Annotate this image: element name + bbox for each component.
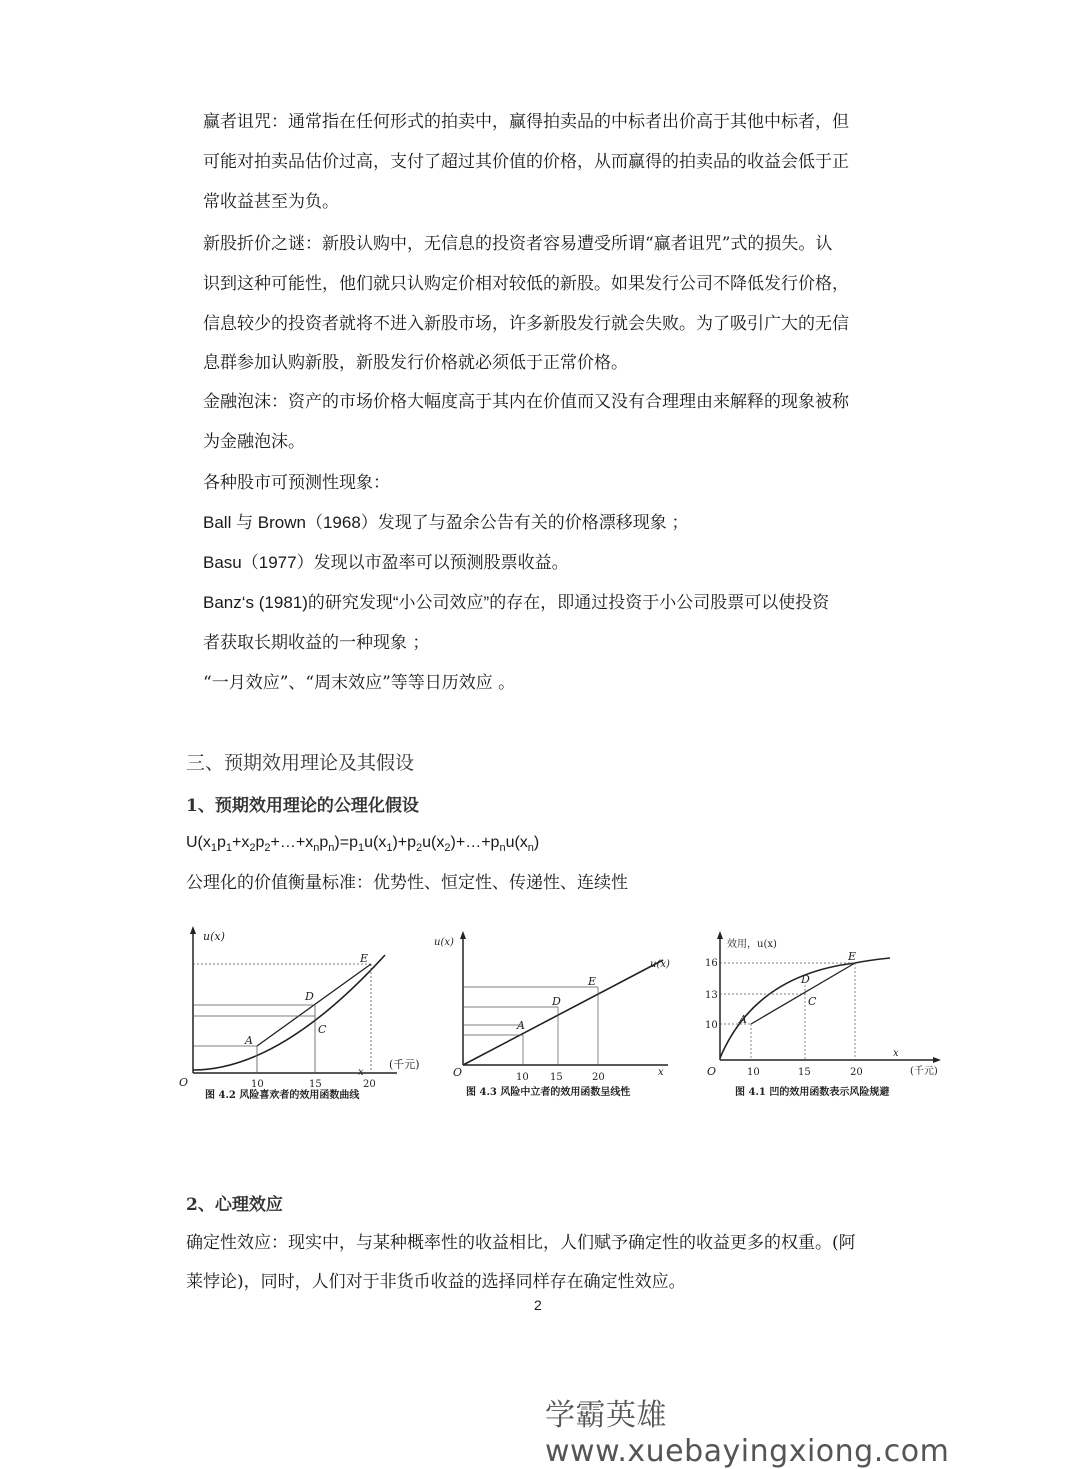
axioms-line: 公理化的价值衡量标准：优势性、恒定性、传递性、连续性	[186, 873, 628, 893]
ipo-puzzle-line4: 息群参加认购新股，新股发行价格就必须低于正常价格。	[203, 353, 628, 373]
fig1-point-e: E	[360, 952, 369, 965]
fig3-point-a: A	[739, 1013, 747, 1026]
fig3-point-e: E	[848, 950, 857, 963]
certainty-effect-line2: 莱悖论)，同时，人们对于非货币收益的选择同样存在确定性效应。	[186, 1272, 686, 1292]
figure-risk-neutral	[428, 925, 678, 1105]
certainty-effect-line1: 确定性效应：现实中，与某种概率性的收益相比，人们赋予确定性的收益更多的权重。(阿	[186, 1233, 856, 1253]
fig2-point-e: E	[588, 975, 597, 988]
fig3-tick-10: 10	[747, 1067, 760, 1078]
fig2-point-a: A	[517, 1019, 525, 1032]
fig3-caption: 图 4.1 凹的效用函数表示风险规避	[735, 1087, 890, 1098]
fig3-unit: (千元)	[910, 1066, 938, 1077]
predict-item-ball-brown: Ball 与 Brown（1968）发现了与盈余公告有关的价格漂移现象 ；	[203, 513, 689, 532]
watermark: 学霸英雄 www.xuebayingxiong.com	[545, 1398, 950, 1469]
figure-risk-averse	[695, 925, 945, 1105]
fig1-caption: 图 4.2 风险喜欢者的效用函数曲线	[205, 1090, 360, 1101]
fig3-tick-20: 20	[850, 1067, 863, 1078]
fig3-point-d: D	[801, 973, 810, 986]
predictability-heading: 各种股市可预测性现象：	[203, 473, 390, 493]
fig3-origin: O	[707, 1065, 717, 1078]
fig1-point-a: A	[245, 1034, 253, 1047]
predict-item-basu: Basu（1977）发现以市盈率可以预测股票收益。	[203, 553, 569, 572]
fig3-ytick-16: 16	[705, 958, 718, 969]
fig1-unit: (千元)	[389, 1058, 420, 1071]
fig2-xlabel: x	[658, 1067, 664, 1078]
ipo-puzzle-line1: 新股折价之谜：新股认购中，无信息的投资者容易遭受所谓“赢者诅咒”式的损失。认	[203, 234, 833, 254]
fig1-point-c: C	[318, 1023, 327, 1036]
expected-utility-formula: $U(x_1p_1+x_2p_2+\dots+x_np_n)=p_1u(x_1)+p_2u(x_2)+\dots+p_nu(x_n)$	[186, 834, 540, 855]
fig1-utility-curve	[193, 955, 385, 1070]
fig1-xlabel: x	[358, 1067, 364, 1078]
fig3-point-c: C	[808, 995, 817, 1008]
fig3-tick-15: 15	[798, 1067, 811, 1078]
fig1-ylabel: u(x)	[203, 930, 225, 943]
subsection-axioms-title: 1、预期效用理论的公理化假设	[186, 796, 419, 816]
fig3-ytick-13: 13	[705, 990, 718, 1001]
ipo-puzzle-line2: 识到这种可能性，他们就只认购定价相对较低的新股。如果发行公司不降低发行价格，	[203, 274, 849, 294]
winners-curse-line1: 赢者诅咒：通常指在任何形式的拍卖中，赢得拍卖品的中标者出价高于其他中标者，但	[203, 112, 849, 132]
fig2-curve-label: u(x)	[650, 959, 670, 970]
subsection-psych-title: 2、心理效应	[186, 1195, 283, 1215]
fig2-tick-15: 15	[550, 1072, 563, 1083]
section-title: 三、预期效用理论及其假设	[186, 752, 415, 774]
fig2-ylabel: u(x)	[434, 937, 454, 948]
page-number: 2	[534, 1297, 542, 1313]
predict-item-banz: Banz‘s (1981)的研究发现“小公司效应”的存在，即通过投资于小公司股票可以使投资	[203, 593, 830, 612]
ipo-puzzle-line3: 信息较少的投资者就将不进入新股市场，许多新股发行就会失败。为了吸引广大的无信	[203, 314, 849, 334]
fig1-tick-10: 10	[251, 1079, 264, 1090]
fig2-origin: O	[453, 1066, 463, 1079]
fig1-point-d: D	[305, 990, 314, 1003]
fig1-tick-20: 20	[363, 1079, 376, 1090]
fig2-tick-10: 10	[516, 1072, 529, 1083]
winners-curse-line3: 常收益甚至为负。	[203, 192, 339, 212]
fig2-caption: 图 4.3 风险中立者的效用函数呈线性	[466, 1087, 631, 1098]
fig3-ytick-10: 10	[705, 1020, 718, 1031]
bubble-line2: 为金融泡沫。	[203, 432, 305, 452]
predict-item-banz-cont: 者获取长期收益的一种现象 ；	[203, 633, 430, 653]
fig3-xlabel: x	[893, 1048, 899, 1059]
fig1-tick-15: 15	[309, 1079, 322, 1090]
predict-item-calendar: “一月效应”、“周末效应”等等日历效应 。	[203, 673, 516, 693]
fig2-tick-20: 20	[592, 1072, 605, 1083]
fig2-point-d: D	[552, 995, 561, 1008]
figure-risk-lover	[175, 920, 425, 1105]
bubble-line1: 金融泡沫：资产的市场价格大幅度高于其内在价值而又没有合理理由来解释的现象被称	[203, 392, 849, 412]
fig1-origin: O	[179, 1076, 189, 1089]
fig2-utility-line	[463, 960, 663, 1065]
fig3-ylabel: 效用，u(x)	[727, 939, 777, 950]
winners-curse-line2: 可能对拍卖品估价过高，支付了超过其价值的价格，从而赢得的拍卖品的收益会低于正	[203, 152, 849, 172]
